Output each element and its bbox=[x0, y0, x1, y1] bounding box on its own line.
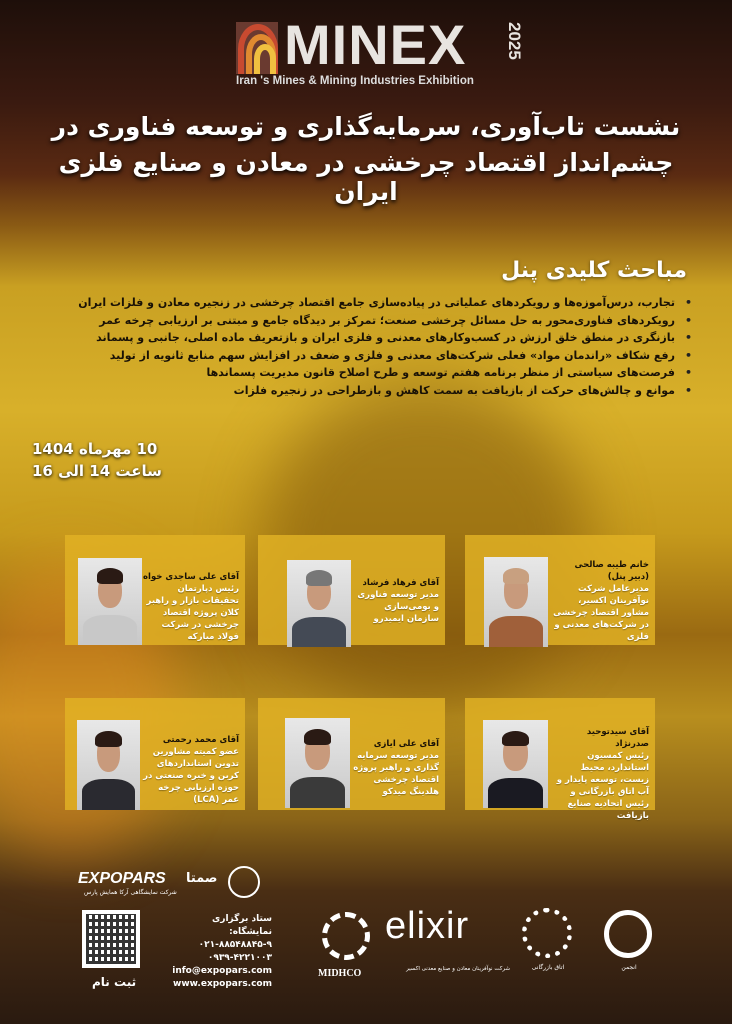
speaker-name: آقای علی ساجدی خواه bbox=[143, 572, 239, 582]
speaker-description: عضو کمیته مشاورین تدوین استانداردهای کربن و خبره صنعتی در حوزه ارزیابی چرخه عمر (LCA) bbox=[143, 747, 239, 805]
speaker-description: رئیس دپارتمان تحقیقات بازار و راهبر کلان پروژه اقتصاد چرخشی در شرکت فولاد مبارکه bbox=[146, 584, 239, 642]
contact-phone-2: ۰۹۳۹-۴۲۲۱۰۰۳ bbox=[207, 953, 272, 963]
topics-heading: مباحث کلیدی پنل bbox=[501, 258, 687, 283]
event-title-line1: نشست تاب‌آوری، سرمایه‌گذاری و توسعه فناوری در bbox=[51, 112, 681, 141]
expopars-logo: EXPOPARS bbox=[78, 870, 166, 887]
minex-subtitle: Iran 's Mines & Mining Industries Exhibition bbox=[236, 75, 474, 87]
topic-item: • تجارب، درس‌آموزه‌ها و رویکردهای عملیاتی در پیاده‌سازی جامع اقتصاد چرخشی در زنجیره معادن و فلزات ایران bbox=[42, 294, 692, 312]
contact-phone-1: ۰۲۱-۸۸۵۴۸۸۴۵-۹ bbox=[198, 940, 272, 950]
contact-block bbox=[168, 913, 272, 991]
registration-qr-code[interactable] bbox=[82, 910, 140, 968]
speaker-description: رئیس کمسیون استاندارد، محیط زیست، توسعه پایدار و آب اتاق بازرگانی و رئیس اتحادیه صنایع بازیافت bbox=[556, 751, 649, 821]
elixir-caption: شرکت نوآفرینان معادن و صنایع معدنی اکسیر bbox=[406, 966, 510, 972]
speaker-name: آقای فرهاد فرشاد bbox=[362, 578, 439, 588]
speaker-card bbox=[258, 698, 445, 810]
midhco-emblem-icon bbox=[322, 912, 370, 960]
speaker-photo bbox=[287, 560, 351, 647]
event-date: 10 مهرماه 1404 bbox=[32, 440, 158, 458]
speaker-card bbox=[65, 698, 245, 810]
speaker-card bbox=[465, 535, 655, 645]
minex-logo bbox=[236, 13, 536, 78]
chamber-of-commerce-emblem-icon bbox=[522, 908, 572, 958]
speaker-description: مدیرعامل شرکت نوآفرینان اکسیر، مشاور اقتصاد چرخشی در شرکت‌های معدنی و فلزی bbox=[553, 584, 649, 642]
speaker-photo bbox=[77, 720, 140, 810]
event-title-line2: چشم‌انداز اقتصاد چرخشی در معادن و صنایع فلزی ایران bbox=[58, 148, 674, 206]
speaker-name: آقای علی ایازی bbox=[373, 739, 439, 749]
speaker-role-tag: (دبیر پنل) bbox=[607, 572, 649, 582]
chamber-logo-text: اتاق بازرگانی bbox=[531, 964, 565, 971]
speaker-photo bbox=[285, 718, 350, 808]
speaker-photo bbox=[483, 720, 548, 808]
elixir-logo-text: elixir bbox=[385, 905, 470, 947]
register-label[interactable]: ثبت نام bbox=[92, 975, 137, 989]
contact-heading: ستاد برگزاری نمایشگاه: bbox=[212, 914, 272, 937]
minex-arc-icon bbox=[236, 22, 278, 74]
topics-list bbox=[42, 294, 692, 399]
association-emblem-icon bbox=[604, 910, 652, 958]
speaker-description: مدیر توسعه سرمایه گذاری و راهبر پروژه اقتصاد چرخشی هلدینگ میدکو bbox=[353, 751, 439, 797]
contact-website[interactable]: www.expopars.com bbox=[173, 979, 272, 989]
event-time: ساعت 14 الی 16 bbox=[32, 462, 162, 480]
expopars-tagline: شرکت نمایشگاهی آرکا همایش پارس bbox=[84, 889, 177, 896]
speaker-card bbox=[465, 698, 655, 821]
speaker-name: آقای محمد رحمتی bbox=[162, 735, 239, 745]
samta-emblem-icon bbox=[228, 866, 260, 898]
minex-year: 2025 bbox=[505, 22, 524, 60]
topic-item: • بازنگری در منطق خلق ارزش در کسب‌وکارهای معدنی و فلزی ایران و بازتعریف ماده اصلی، جانبی و پسماند bbox=[42, 329, 692, 347]
speaker-name: خانم طیبه صالحی bbox=[574, 560, 649, 570]
association-logo-text: انجمن bbox=[621, 964, 637, 971]
topic-item: • فرصت‌های سیاستی از منظر برنامه هفتم توسعه و طرح اصلاح قانون مدیریت پسماندها bbox=[42, 364, 692, 382]
topic-item: • رفع شکاف «راندمان مواد» فعلی شرکت‌های معدنی و فلزی و ضعف در افزایش سهم منابع ثانویه از تولید bbox=[42, 347, 692, 365]
speaker-card bbox=[258, 535, 445, 645]
speaker-description: مدیر توسعه فناوری و بومی‌سازی سازمان ایمیدرو bbox=[357, 590, 439, 624]
contact-email[interactable]: info@expopars.com bbox=[172, 966, 272, 976]
topic-item: • رویکردهای فناوری‌محور به حل مسائل چرخشی صنعت؛ تمرکز بر دیدگاه جامع و مبتنی بر ارزیابی چرخه عمر bbox=[42, 312, 692, 330]
speaker-card bbox=[65, 535, 245, 645]
topic-item: • موانع و چالش‌های حرکت از بازیافت به سمت کاهش و بازطراحی در زنجیره فلزات bbox=[42, 382, 692, 400]
samta-logo: صمتا bbox=[186, 871, 218, 886]
midhco-logo-text: MIDHCO bbox=[318, 968, 362, 979]
speaker-photo bbox=[484, 557, 548, 647]
speaker-photo bbox=[78, 558, 142, 645]
speaker-name: آقای سیدتوحید صدرنژاد bbox=[586, 727, 649, 749]
minex-logo-text: MINEX bbox=[284, 13, 467, 76]
